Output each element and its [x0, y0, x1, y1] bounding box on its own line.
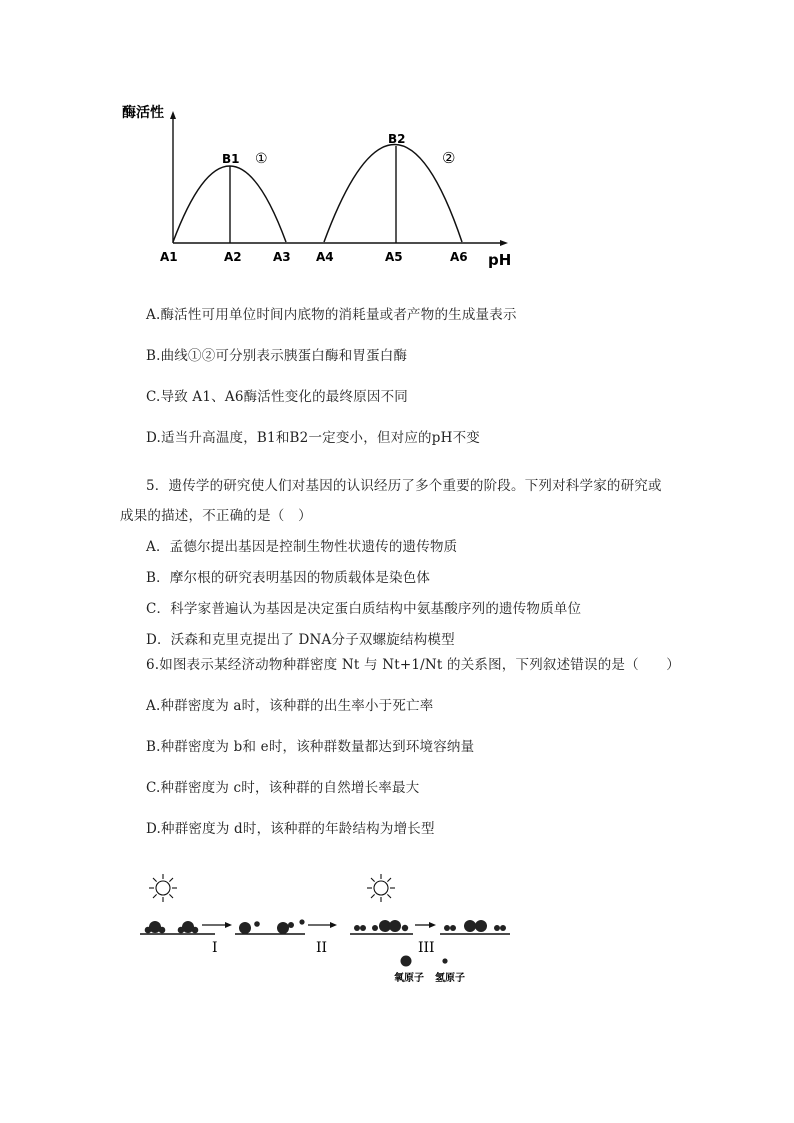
peak-label-b1: B1 [222, 152, 240, 166]
tick-label-a5: A5 [385, 250, 403, 264]
x-axis-arrow [500, 240, 508, 246]
curve-label-1: ① [255, 151, 268, 167]
y-axis-label: 酶活性 [122, 105, 164, 121]
tick-label-a2: A2 [224, 250, 242, 264]
q6-option-a: A.种群密度为 a时，该种群的出生率小于死亡率 [146, 698, 434, 714]
sun-icon [149, 874, 177, 902]
enzyme-activity-chart [120, 95, 540, 275]
hydrogen-legend-label: 氢原子 [435, 973, 465, 984]
q6-stem: 6.如图表示某经济动物种群密度 Nt 与 Nt+1/Nt 的关系图，下列叙述错误的是（ ） [146, 657, 680, 673]
stage-label-ii: II [316, 940, 328, 956]
stage-label-iii: III [418, 940, 435, 956]
q5-stem-line2: 成果的描述，不正确的是（ ） [120, 508, 312, 524]
peak-label-b2: B2 [388, 132, 406, 146]
q5-option-b: B．摩尔根的研究表明基因的物质载体是染色体 [146, 570, 431, 586]
sun-icon [367, 874, 395, 902]
tick-label-a1: A1 [160, 250, 178, 264]
q5-stem-line1: 5．遗传学的研究使人们对基因的认识经历了多个重要的阶段。下列对科学家的研究或 [146, 478, 662, 494]
oxygen-legend-label: 氧原子 [394, 973, 424, 984]
split-atoms [239, 919, 305, 934]
water-molecule [145, 921, 166, 933]
arrow-iii [415, 922, 436, 928]
tick-label-a4: A4 [316, 250, 334, 264]
q6-option-c: C.种群密度为 c时，该种群的自然增长率最大 [146, 780, 420, 796]
stage-label-i: I [212, 940, 218, 956]
hydrogen-legend-symbol [442, 958, 447, 963]
tick-label-a3: A3 [273, 250, 291, 264]
q5-option-a: A．孟德尔提出基因是控制生物性状遗传的遗传物质 [146, 539, 458, 555]
q6-option-b: B.种群密度为 b和 e时，该种群数量都达到环境容纳量 [146, 739, 475, 755]
q4-option-b: B.曲线①②可分别表示胰蛋白酶和胃蛋白酶 [146, 348, 408, 364]
tick-label-a6: A6 [450, 250, 468, 264]
product-molecules [444, 920, 506, 932]
y-axis-arrow [170, 111, 176, 119]
arrow-i [202, 922, 232, 928]
q4-option-d: D.适当升高温度，B1和B2一定变小，但对应的pH不变 [146, 430, 480, 446]
x-axis-label: pH [488, 251, 512, 269]
water-splitting-diagram [135, 870, 535, 990]
q6-option-d: D.种群密度为 d时，该种群的年龄结构为增长型 [146, 821, 435, 837]
q5-option-d: D．沃森和克里克提出了 DNA分子双螺旋结构模型 [146, 632, 455, 648]
arrow-ii [308, 922, 337, 928]
q4-option-a: A.酶活性可用单位时间内底物的消耗量或者产物的生成量表示 [146, 307, 517, 323]
recombining-atoms [354, 920, 408, 932]
oxygen-legend-symbol [401, 956, 412, 967]
curve-label-2: ② [442, 149, 456, 167]
q5-option-c: C．科学家普遍认为基因是决定蛋白质结构中氨基酸序列的遗传物质单位 [146, 601, 582, 617]
q4-option-c: C.导致 A1、A6酶活性变化的最终原因不同 [146, 389, 409, 405]
water-molecule [178, 921, 199, 933]
